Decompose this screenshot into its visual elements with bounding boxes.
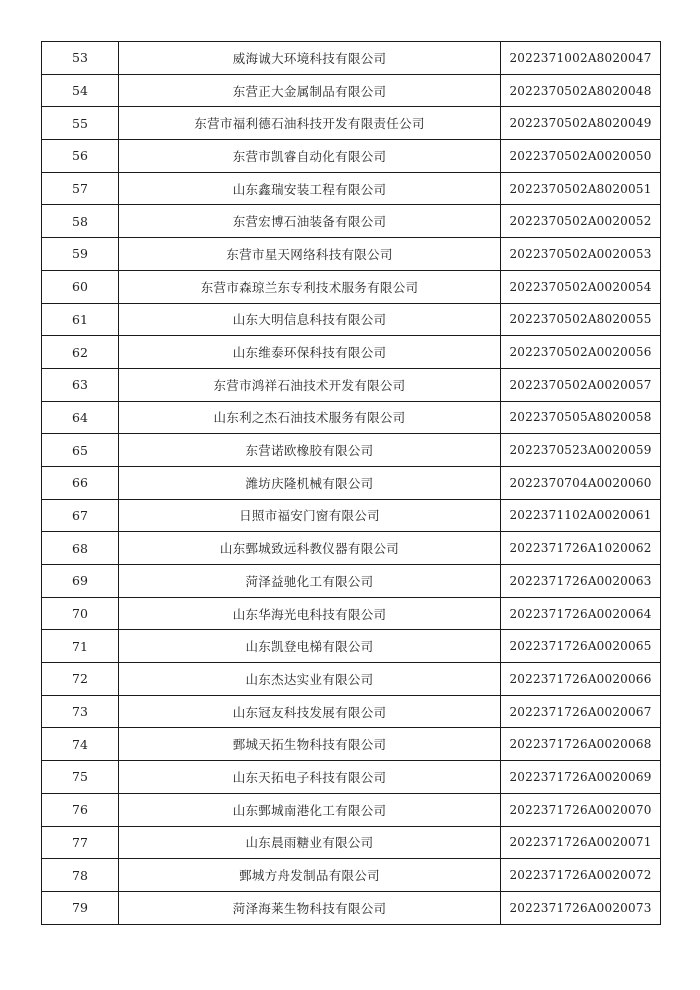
- table-row: [42, 336, 661, 369]
- table-row: [42, 74, 661, 107]
- table-row: [42, 532, 661, 565]
- company-name-cell: 东营市森琼兰东专利技术服务有限公司: [119, 270, 501, 303]
- company-name-cell: 山东维泰环保科技有限公司: [119, 336, 501, 369]
- table-row: [42, 499, 661, 532]
- registration-code-cell: 2022371002A8020047: [501, 42, 661, 75]
- registration-code-cell: 2022371102A0020061: [501, 499, 661, 532]
- registration-code-cell: 2022370502A0020056: [501, 336, 661, 369]
- company-name-cell: 东营市星天网络科技有限公司: [119, 238, 501, 271]
- registration-code-cell: 2022370502A0020057: [501, 368, 661, 401]
- registration-code-cell: 2022371726A0020069: [501, 761, 661, 794]
- registration-code-cell: 2022370502A8020055: [501, 303, 661, 336]
- table-row: [42, 434, 661, 467]
- registration-code-cell: 2022371726A0020065: [501, 630, 661, 663]
- row-number-cell: 71: [42, 630, 119, 663]
- company-name-cell: 山东鑫瑞安装工程有限公司: [119, 172, 501, 205]
- row-number-cell: 70: [42, 597, 119, 630]
- company-name-cell: 山东华海光电科技有限公司: [119, 597, 501, 630]
- table-row: [42, 205, 661, 238]
- company-name-cell: 东营宏博石油装备有限公司: [119, 205, 501, 238]
- table-row: [42, 303, 661, 336]
- row-number-cell: 64: [42, 401, 119, 434]
- company-name-cell: 山东冠友科技发展有限公司: [119, 695, 501, 728]
- company-name-cell: 东营市福利德石油科技开发有限责任公司: [119, 107, 501, 140]
- row-number-cell: 66: [42, 466, 119, 499]
- registration-code-cell: 2022370505A8020058: [501, 401, 661, 434]
- company-name-cell: 鄄城方舟发制品有限公司: [119, 859, 501, 892]
- company-name-cell: 东营正大金属制品有限公司: [119, 74, 501, 107]
- row-number-cell: 72: [42, 663, 119, 696]
- registration-code-cell: 2022371726A0020068: [501, 728, 661, 761]
- row-number-cell: 62: [42, 336, 119, 369]
- row-number-cell: 59: [42, 238, 119, 271]
- registration-code-cell: 2022370502A0020053: [501, 238, 661, 271]
- table-row: [42, 107, 661, 140]
- row-number-cell: 61: [42, 303, 119, 336]
- row-number-cell: 67: [42, 499, 119, 532]
- company-name-cell: 山东凯登电梯有限公司: [119, 630, 501, 663]
- row-number-cell: 75: [42, 761, 119, 794]
- registration-code-cell: 2022371726A0020071: [501, 826, 661, 859]
- registration-code-cell: 2022370502A0020052: [501, 205, 661, 238]
- registration-code-cell: 2022371726A0020063: [501, 565, 661, 598]
- row-number-cell: 76: [42, 793, 119, 826]
- table-row: [42, 695, 661, 728]
- row-number-cell: 79: [42, 891, 119, 924]
- company-name-cell: 威海诚大环境科技有限公司: [119, 42, 501, 75]
- row-number-cell: 74: [42, 728, 119, 761]
- registration-code-cell: 2022370704A0020060: [501, 466, 661, 499]
- table-row: [42, 728, 661, 761]
- registration-code-cell: 2022370502A0020050: [501, 140, 661, 173]
- row-number-cell: 69: [42, 565, 119, 598]
- registration-code-cell: 2022370502A8020048: [501, 74, 661, 107]
- row-number-cell: 63: [42, 368, 119, 401]
- row-number-cell: 73: [42, 695, 119, 728]
- registration-code-cell: 2022371726A0020067: [501, 695, 661, 728]
- company-name-cell: 东营诺欧橡胶有限公司: [119, 434, 501, 467]
- table-row: [42, 270, 661, 303]
- table-row: [42, 172, 661, 205]
- row-number-cell: 78: [42, 859, 119, 892]
- table-row: [42, 140, 661, 173]
- company-name-cell: 日照市福安门窗有限公司: [119, 499, 501, 532]
- company-name-cell: 东营市鸿祥石油技术开发有限公司: [119, 368, 501, 401]
- table-row: [42, 826, 661, 859]
- registration-code-cell: 2022370523A0020059: [501, 434, 661, 467]
- registration-code-cell: 2022371726A0020073: [501, 891, 661, 924]
- company-name-cell: 山东鄄城南港化工有限公司: [119, 793, 501, 826]
- row-number-cell: 65: [42, 434, 119, 467]
- row-number-cell: 54: [42, 74, 119, 107]
- table-row: [42, 761, 661, 794]
- company-name-cell: 山东天拓电子科技有限公司: [119, 761, 501, 794]
- row-number-cell: 53: [42, 42, 119, 75]
- table-row: [42, 42, 661, 75]
- company-name-cell: 菏泽益驰化工有限公司: [119, 565, 501, 598]
- row-number-cell: 68: [42, 532, 119, 565]
- company-name-cell: 东营市凯睿自动化有限公司: [119, 140, 501, 173]
- company-table: [41, 41, 661, 925]
- table-row: [42, 891, 661, 924]
- table-row: [42, 630, 661, 663]
- table-row: [42, 466, 661, 499]
- company-name-cell: 菏泽海莱生物科技有限公司: [119, 891, 501, 924]
- document-page: [41, 41, 657, 924]
- registration-code-cell: 2022370502A8020049: [501, 107, 661, 140]
- registration-code-cell: 2022371726A0020066: [501, 663, 661, 696]
- table-row: [42, 597, 661, 630]
- row-number-cell: 57: [42, 172, 119, 205]
- table-row: [42, 859, 661, 892]
- company-name-cell: 山东鄄城致远科教仪器有限公司: [119, 532, 501, 565]
- company-name-cell: 山东利之杰石油技术服务有限公司: [119, 401, 501, 434]
- company-name-cell: 潍坊庆隆机械有限公司: [119, 466, 501, 499]
- company-table-body: [42, 42, 661, 925]
- row-number-cell: 58: [42, 205, 119, 238]
- registration-code-cell: 2022371726A0020072: [501, 859, 661, 892]
- registration-code-cell: 2022371726A0020070: [501, 793, 661, 826]
- registration-code-cell: 2022370502A8020051: [501, 172, 661, 205]
- row-number-cell: 56: [42, 140, 119, 173]
- registration-code-cell: 2022371726A0020064: [501, 597, 661, 630]
- row-number-cell: 77: [42, 826, 119, 859]
- table-row: [42, 368, 661, 401]
- table-row: [42, 565, 661, 598]
- table-row: [42, 663, 661, 696]
- table-row: [42, 401, 661, 434]
- company-name-cell: 山东晨雨糖业有限公司: [119, 826, 501, 859]
- registration-code-cell: 2022370502A0020054: [501, 270, 661, 303]
- table-row: [42, 793, 661, 826]
- row-number-cell: 55: [42, 107, 119, 140]
- company-name-cell: 山东杰达实业有限公司: [119, 663, 501, 696]
- table-row: [42, 238, 661, 271]
- company-name-cell: 山东大明信息科技有限公司: [119, 303, 501, 336]
- row-number-cell: 60: [42, 270, 119, 303]
- company-name-cell: 鄄城天拓生物科技有限公司: [119, 728, 501, 761]
- registration-code-cell: 2022371726A1020062: [501, 532, 661, 565]
